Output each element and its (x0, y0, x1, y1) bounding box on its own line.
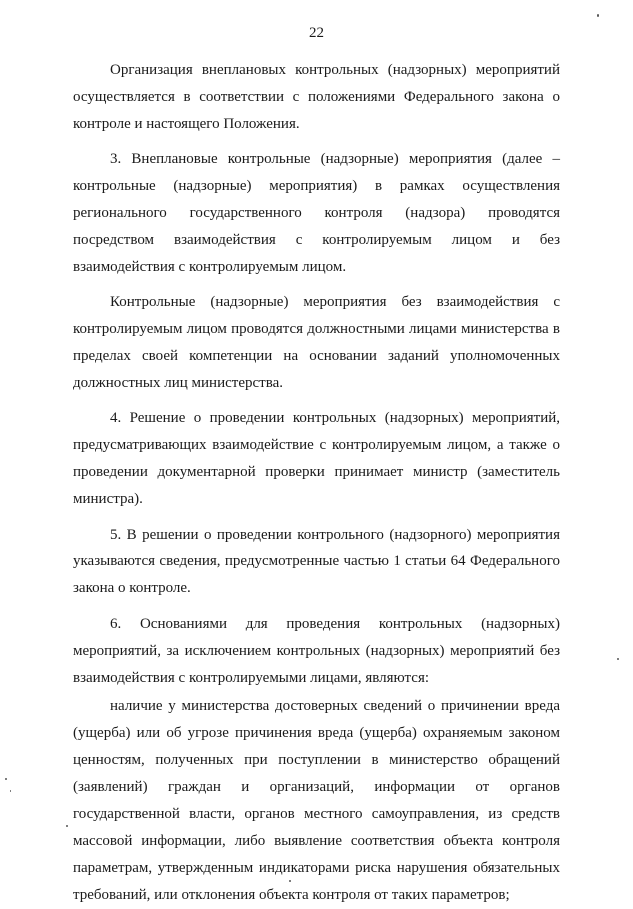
paragraph: Контрольные (надзорные) мероприятия без взаимодействия с контролируемым лицом проводятся должностными лицами министерства в пределах своей компетенции на основании заданий уполномоченных должностных лиц министерства. (73, 294, 560, 391)
paragraph: 4. Решение о проведении контрольных (надзорных) мероприятий, предусматривающих взаимодействие с контролируемым лицом, а также о проведении документарной проверки принимает министр (заместитель министра). (73, 410, 560, 508)
scan-speck (597, 14, 599, 17)
paragraph: наличие у министерства достоверных сведений о причинении вреда (ущерба) или об угрозе причинения вреда (ущерба) охраняемым законом ценностям, полученных при поступлении в министерство обращений (заявлений) граждан и организаций, информации от органов государственной власти, органов местного самоуправления, из средств массовой информации, либо выявление соответствия объекта контроля параметрам, утвержденным индикаторами риска нарушения обязательных требований, или отклонения объекта контроля от таких параметров; (73, 698, 560, 903)
paragraph: 6. Основаниями для проведения контрольных (надзорных) мероприятий, за исключением контрольных (надзорных) мероприятий без взаимодействия с контролируемыми лицами, являются: (73, 615, 560, 686)
scan-speck (10, 790, 11, 792)
scan-speck (289, 880, 291, 882)
scan-speck (5, 778, 7, 780)
paragraph: 3. Внеплановые контрольные (надзорные) мероприятия (далее – контрольные (надзорные) мероприятия) в рамках осуществления регионального государственного контроля (надзора) проводятся посредством взаимодействия с контролируемым лицом и без взаимодействия с контролируемым лицом. (73, 151, 560, 275)
paragraph: Организация внеплановых контрольных (надзорных) мероприятий осуществляется в соответствии с положениями Федерального закона о контроле и настоящего Положения. (73, 62, 560, 132)
document-body (73, 57, 560, 909)
scan-speck (617, 658, 619, 660)
page-number: 22 (309, 25, 324, 41)
paragraph: 5. В решении о проведении контрольного (надзорного) мероприятия указываются сведения, предусмотренные частью 1 статьи 64 Федерального закона о контроле. (73, 526, 560, 597)
scan-speck (66, 825, 68, 827)
